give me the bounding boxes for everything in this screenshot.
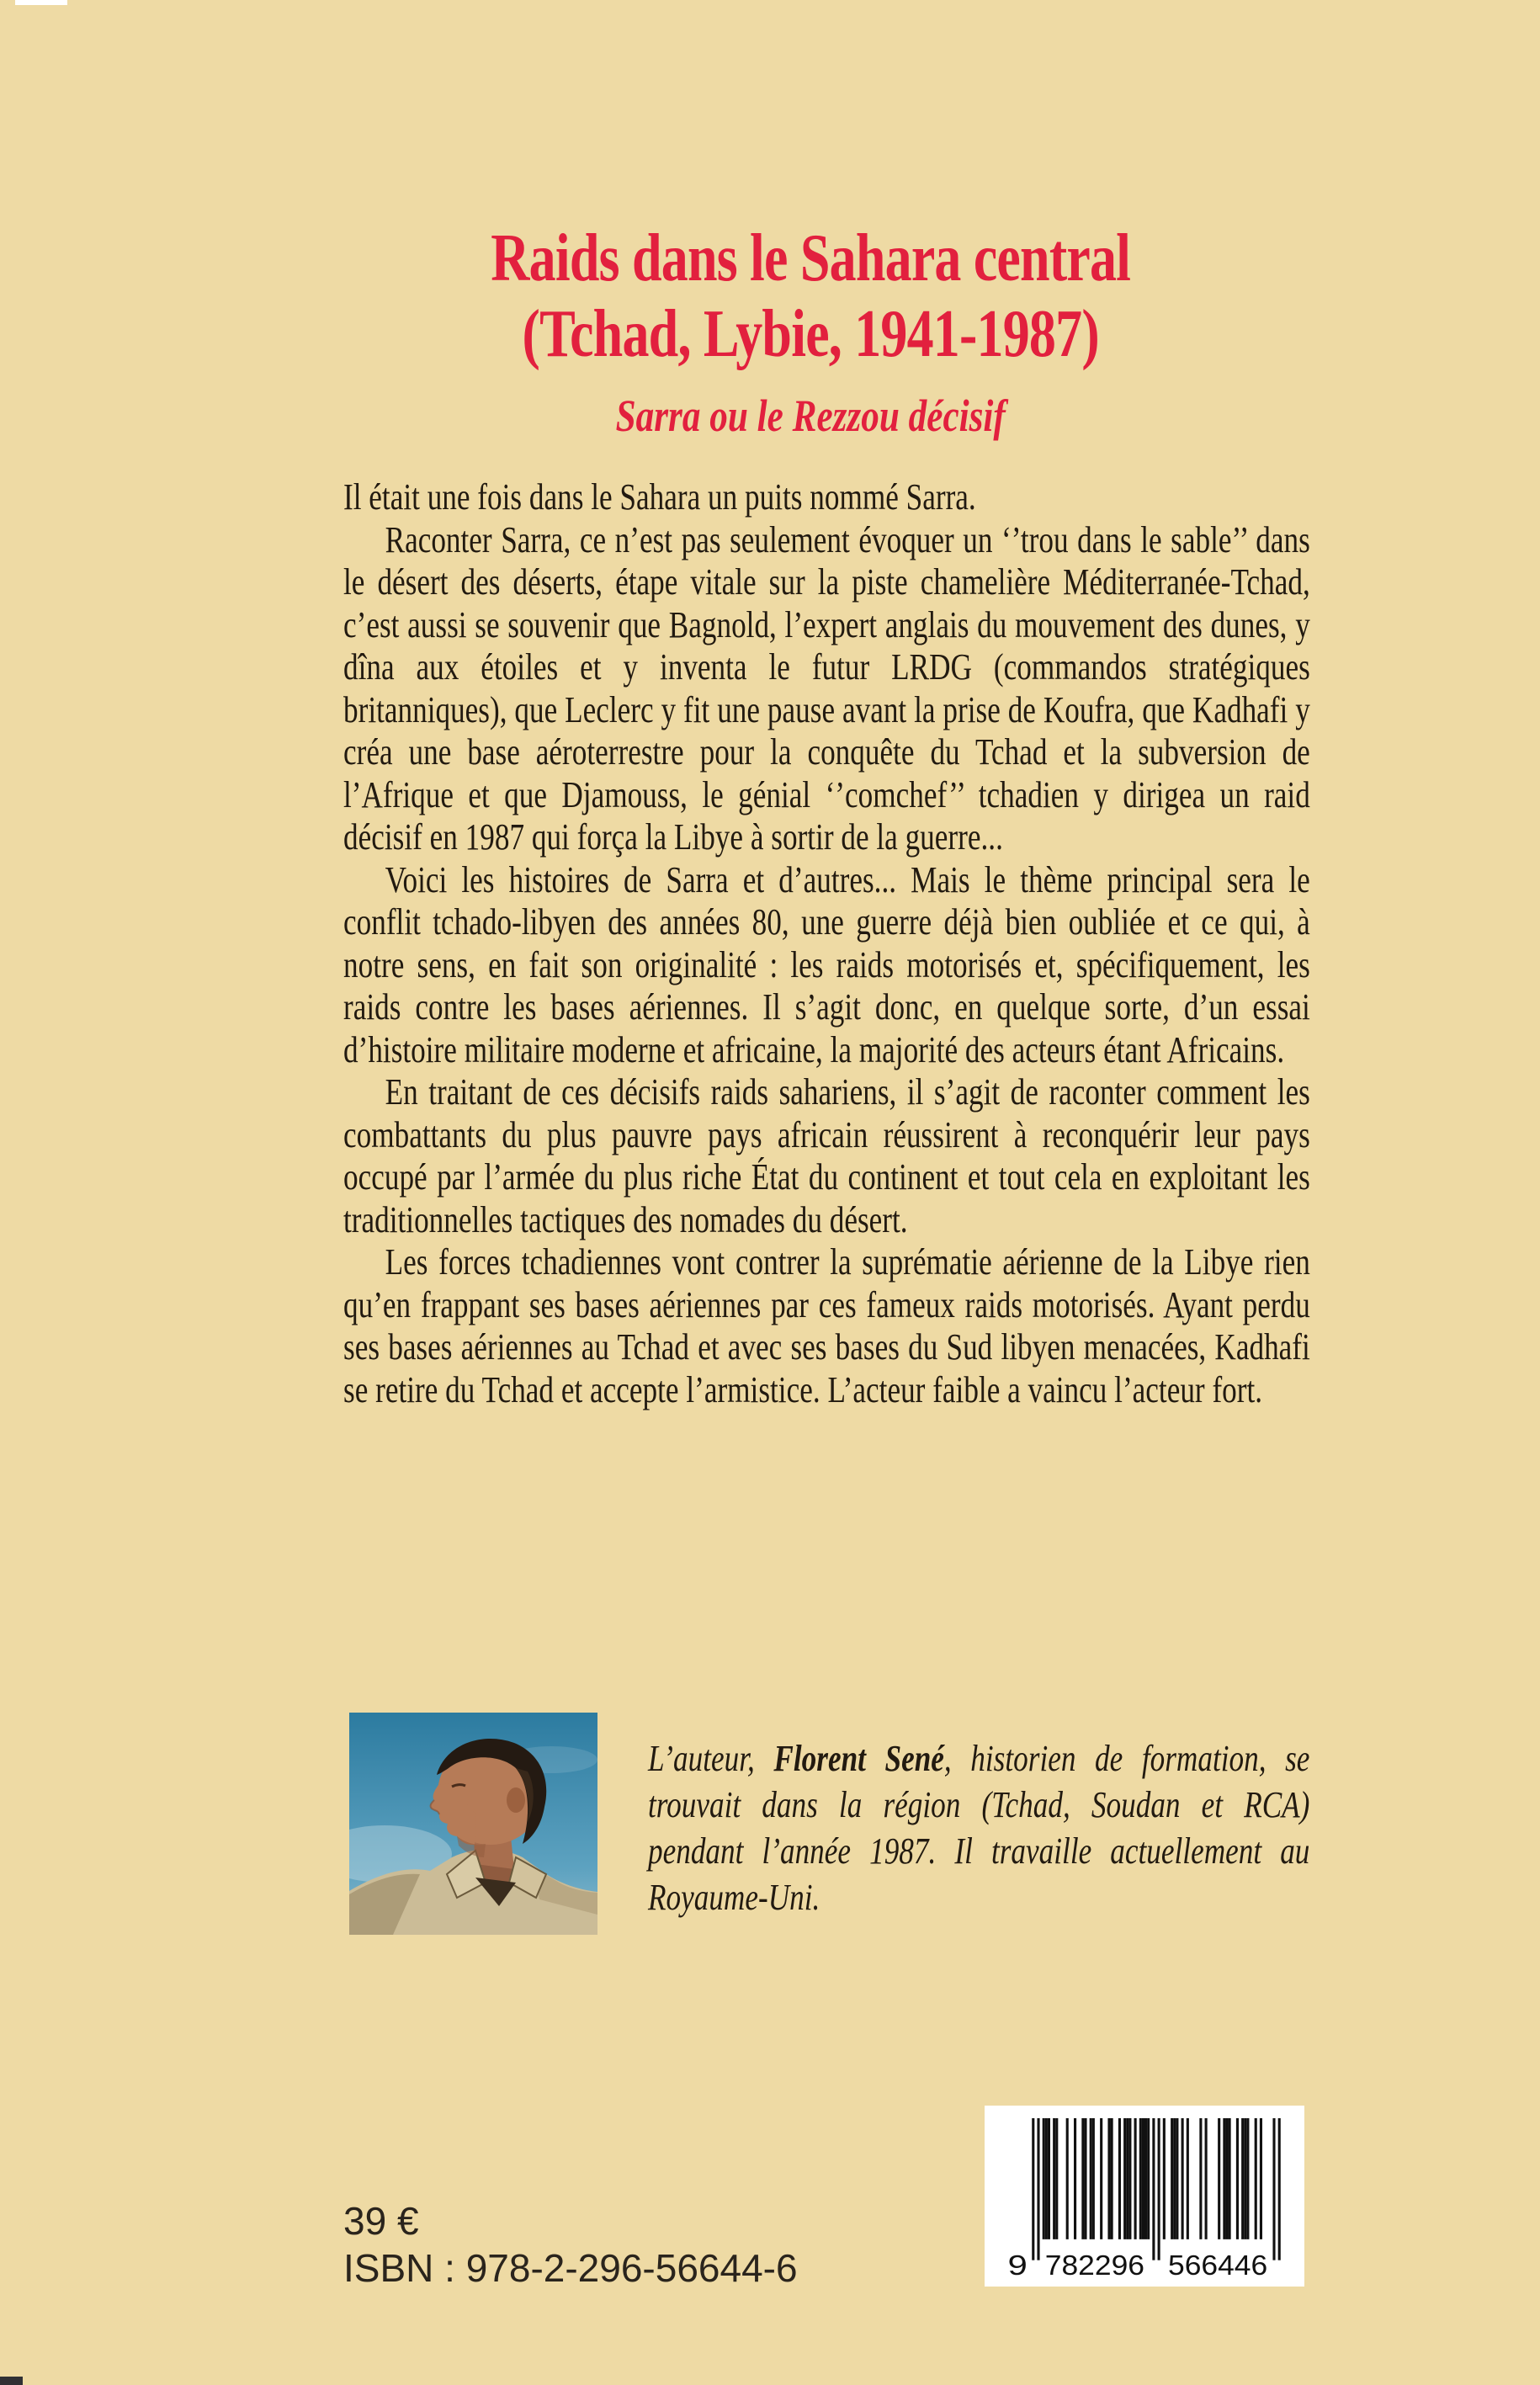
book-title-line1: Raids dans le Sahara central: [491, 221, 1131, 295]
barcode-digits-group1: 782296: [1044, 2250, 1144, 2279]
barcode-svg: [1003, 2114, 1286, 2279]
synopsis-paragraph: En traitant de ces décisifs raids sahariens, il s’agit de raconter comment les combattants du plus pauvre pays africain réussirent à reconquérir leur pays occupé par l’armée du plus riche État du continent et tout cela en exploitant les traditionnelles tactiques des nomades du désert.: [343, 1071, 1310, 1240]
synopsis-paragraph: Raconter Sarra, ce n’est pas seulement évoquer un ‘’trou dans le sable’’ dans le désert des déserts, étape vitale sur la piste chamelière Méditerranée-Tchad, c’est aussi se souvenir que Bagnold, l’expert anglais du mouvement des dunes, y dîna aux étoiles et y inventa le futur LRDG (commandos stratégiques britanniques), que Leclerc y fit une pause avant la prise de Koufra, que Kadhafi y créa une base aéroterrestre pour la conquête du Tchad et la subversion de l’Afrique et que Djamouss, le génial ‘’comchef’’ tchadien y dirigea un raid décisif en 1987 qui força la Libye à sortir de la guerre...: [343, 518, 1310, 858]
barcode-digits-group2: 566446: [1168, 2250, 1268, 2279]
synopsis-paragraph: Les forces tchadiennes vont contrer la suprématie aérienne de la Libye rien qu’en frappant ses bases aériennes par ces fameux raids motorisés. Ayant perdu ses bases aériennes au Tchad et avec ses bases du Sud libyen menacées, Kadhafi se retire du Tchad et accepte l’armistice. L’acteur faible a vaincu l’acteur fort.: [343, 1241, 1310, 1410]
bio-prefix: L’auteur,: [648, 1738, 774, 1779]
author-bio: [648, 1735, 1309, 1920]
synopsis: [343, 476, 1310, 1411]
barcode-digit-first: 9: [1007, 2250, 1028, 2279]
author-portrait-illustration: [349, 1713, 597, 1935]
author-photo: [349, 1713, 597, 1935]
synopsis-paragraph: Voici les histoires de Sarra et d’autres... Mais le thème principal sera le conflit tchado-libyen des années 80, une guerre déjà bien oubliée et ce qui, à notre sens, en fait son originalité : les raids motorisés et, spécifiquement, les raids contre les bases aériennes. Il s’agit donc, en quelque sorte, d’un essai d’histoire militaire moderne et africaine, la majorité des acteurs étant Africains.: [343, 858, 1310, 1070]
author-name: Florent Sené: [773, 1738, 944, 1779]
scan-artifact-corner: [0, 2377, 23, 2385]
barcode-box: [985, 2106, 1304, 2287]
title-block: [328, 220, 1293, 441]
book-title-line2: (Tchad, Lybie, 1941-1987): [522, 297, 1099, 371]
synopsis-paragraph: Il était une fois dans le Sahara un puits nommé Sarra.: [343, 476, 976, 518]
bio-suffix: , historien de formation, se trouvait dans la région (Tchad, Soudan et RCA) pendant l’année 1987. Il travaille actuellement au Royaume-Uni.: [648, 1738, 1310, 1918]
book-subtitle: Sarra ou le Rezzou décisif: [615, 390, 1006, 441]
price-label: 39 €: [343, 2199, 419, 2243]
isbn-label: ISBN : 978-2-296-56644-6: [343, 2246, 798, 2290]
scan-artifact-top: [15, 0, 67, 5]
